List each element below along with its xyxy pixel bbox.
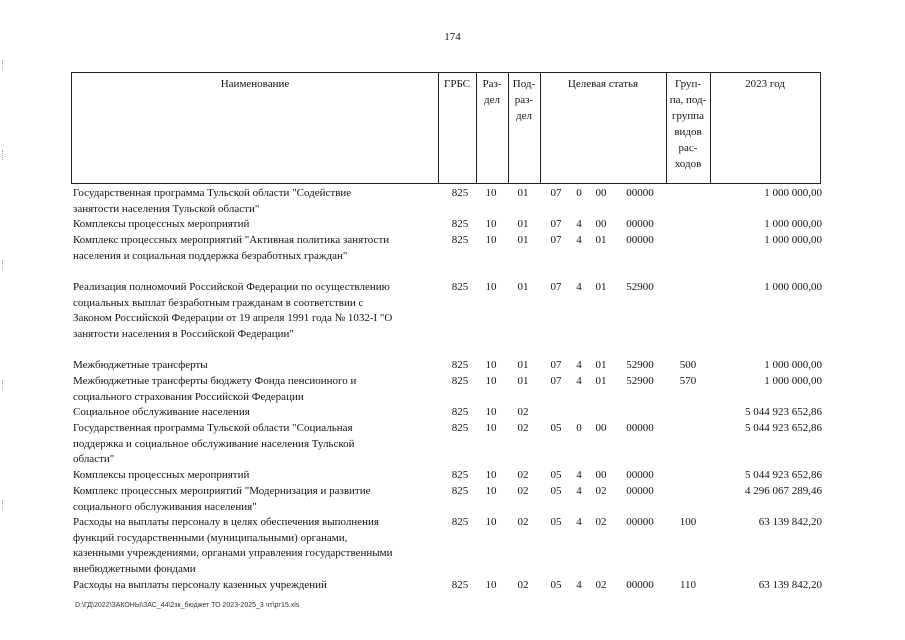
cell-amount-2023: 1 000 000,00 <box>764 218 822 230</box>
page-number: 174 <box>444 31 461 43</box>
margin-mark <box>2 380 5 390</box>
cell-target-program: 05 <box>550 469 562 481</box>
cell-grbs: 825 <box>451 406 469 418</box>
cell-podrazdel: 01 <box>517 234 529 246</box>
cell-target-sub: 01 <box>595 234 607 246</box>
cell-grbs: 825 <box>451 281 469 293</box>
header-razdel: Раз- дел <box>482 78 502 106</box>
cell-razdel: 10 <box>485 281 497 293</box>
cell-grbs: 825 <box>451 579 469 591</box>
cell-target-sub: 02 <box>595 579 607 591</box>
cell-grbs: 825 <box>451 234 469 246</box>
cell-target-program: 07 <box>550 359 562 371</box>
cell-grbs: 825 <box>451 375 469 387</box>
cell-expense-group: 570 <box>679 375 697 387</box>
cell-amount-2023: 5 044 923 652,86 <box>745 469 822 481</box>
cell-podrazdel: 01 <box>517 359 529 371</box>
cell-name: Межбюджетные трансферты бюджету Фонда пенсионного и социального страхования Российской Федерации <box>73 375 357 403</box>
cell-target-type: 4 <box>576 281 582 293</box>
cell-target-type: 4 <box>576 469 582 481</box>
cell-target-type: 4 <box>576 516 582 528</box>
cell-podrazdel: 02 <box>517 579 529 591</box>
cell-target-sub: 02 <box>595 485 607 497</box>
cell-expense-group: 100 <box>679 516 697 528</box>
cell-target-direction: 00000 <box>626 469 654 481</box>
cell-target-sub: 00 <box>595 187 607 199</box>
cell-target-program: 05 <box>550 485 562 497</box>
cell-razdel: 10 <box>485 218 497 230</box>
cell-razdel: 10 <box>485 187 497 199</box>
cell-target-direction: 00000 <box>626 485 654 497</box>
cell-razdel: 10 <box>485 234 497 246</box>
cell-name: Комплекс процессных мероприятий "Модернизация и развитие социального обслуживания населения" <box>73 485 371 513</box>
cell-podrazdel: 01 <box>517 187 529 199</box>
table-header <box>71 72 821 184</box>
cell-grbs: 825 <box>451 359 469 371</box>
cell-amount-2023: 63 139 842,20 <box>758 579 822 591</box>
cell-podrazdel: 02 <box>517 469 529 481</box>
cell-target-program: 07 <box>550 218 562 230</box>
cell-name: Комплексы процессных мероприятий <box>73 469 250 481</box>
cell-podrazdel: 01 <box>517 218 529 230</box>
cell-name: Межбюджетные трансферты <box>73 359 208 371</box>
cell-podrazdel: 02 <box>517 422 529 434</box>
header-podrazdel: Под- раз- дел <box>512 78 536 122</box>
cell-razdel: 10 <box>485 406 497 418</box>
margin-mark <box>2 260 5 270</box>
cell-razdel: 10 <box>485 422 497 434</box>
cell-target-program: 07 <box>550 281 562 293</box>
cell-target-sub: 01 <box>595 375 607 387</box>
cell-target-program: 05 <box>550 579 562 591</box>
cell-target-type: 4 <box>576 375 582 387</box>
cell-target-program: 07 <box>550 234 562 246</box>
cell-razdel: 10 <box>485 375 497 387</box>
cell-razdel: 10 <box>485 359 497 371</box>
cell-grbs: 825 <box>451 469 469 481</box>
cell-razdel: 10 <box>485 579 497 591</box>
cell-target-type: 0 <box>576 422 582 434</box>
cell-name: Государственная программа Тульской области "Социальная поддержка и социальное обслуживание населения Тульской области" <box>73 422 355 465</box>
margin-mark <box>2 60 5 70</box>
cell-target-type: 4 <box>576 485 582 497</box>
cell-target-program: 05 <box>550 516 562 528</box>
cell-podrazdel: 02 <box>517 406 529 418</box>
header-year: 2023 год <box>745 78 785 90</box>
cell-target-direction: 00000 <box>626 234 654 246</box>
cell-razdel: 10 <box>485 469 497 481</box>
cell-target-direction: 00000 <box>626 187 654 199</box>
cell-expense-group: 110 <box>679 579 697 591</box>
cell-podrazdel: 01 <box>517 281 529 293</box>
cell-target-sub: 00 <box>595 469 607 481</box>
cell-target-direction: 52900 <box>626 281 654 293</box>
cell-razdel: 10 <box>485 485 497 497</box>
cell-razdel: 10 <box>485 516 497 528</box>
cell-target-sub: 01 <box>595 359 607 371</box>
cell-podrazdel: 02 <box>517 516 529 528</box>
footer-file-path: D:\ГД\2022\ЗАКОНЫ\ЗАС_44\2зк_бюджет ТО 2023-2025_3 чт\рг15.xls <box>75 602 300 609</box>
cell-target-direction: 00000 <box>626 218 654 230</box>
header-group: Груп- па, под- группа видов рас- ходов <box>669 78 707 170</box>
cell-amount-2023: 5 044 923 652,86 <box>745 406 822 418</box>
cell-grbs: 825 <box>451 516 469 528</box>
cell-amount-2023: 5 044 923 652,86 <box>745 422 822 434</box>
cell-amount-2023: 4 296 067 289,46 <box>745 485 822 497</box>
cell-name: Расходы на выплаты персоналу в целях обеспечения выполнения функций государственными (муниципальными) органами, казенными учреждениями, органами управления государственными внебюджетными фондами <box>73 516 393 575</box>
cell-target-sub: 00 <box>595 218 607 230</box>
cell-target-direction: 00000 <box>626 579 654 591</box>
cell-expense-group: 500 <box>679 359 697 371</box>
cell-name: Социальное обслуживание населения <box>73 406 250 418</box>
cell-amount-2023: 1 000 000,00 <box>764 375 822 387</box>
cell-grbs: 825 <box>451 218 469 230</box>
cell-target-program: 05 <box>550 422 562 434</box>
cell-podrazdel: 02 <box>517 485 529 497</box>
margin-mark <box>2 500 5 510</box>
cell-amount-2023: 63 139 842,20 <box>758 516 822 528</box>
cell-target-type: 4 <box>576 579 582 591</box>
cell-target-type: 4 <box>576 359 582 371</box>
cell-target-type: 4 <box>576 218 582 230</box>
margin-mark <box>2 150 5 160</box>
header-grbs: ГРБС <box>443 78 471 90</box>
cell-grbs: 825 <box>451 422 469 434</box>
cell-name: Комплексы процессных мероприятий <box>73 218 250 230</box>
cell-grbs: 825 <box>451 485 469 497</box>
cell-target-program: 07 <box>550 187 562 199</box>
cell-name: Расходы на выплаты персоналу казенных учреждений <box>73 579 327 591</box>
cell-target-direction: 00000 <box>626 422 654 434</box>
cell-amount-2023: 1 000 000,00 <box>764 187 822 199</box>
cell-name: Реализация полномочий Российской Федерации по осуществлению социальных выплат безработным гражданам в соответствии с Законом Российской Федерации от 19 апреля 1991 года № 1032-I "О занятости населения в Российской Федерации" <box>73 281 393 340</box>
cell-name: Комплекс процессных мероприятий "Активная политика занятости населения и социальная поддержка безработных граждан" <box>73 234 390 262</box>
cell-target-sub: 02 <box>595 516 607 528</box>
cell-target-direction: 52900 <box>626 359 654 371</box>
cell-podrazdel: 01 <box>517 375 529 387</box>
cell-target-sub: 01 <box>595 281 607 293</box>
cell-amount-2023: 1 000 000,00 <box>764 234 822 246</box>
cell-target-type: 0 <box>576 187 582 199</box>
cell-amount-2023: 1 000 000,00 <box>764 281 822 293</box>
cell-target-program: 07 <box>550 375 562 387</box>
cell-amount-2023: 1 000 000,00 <box>764 359 822 371</box>
header-name: Наименование <box>220 78 290 90</box>
cell-target-type: 4 <box>576 234 582 246</box>
cell-target-direction: 52900 <box>626 375 654 387</box>
cell-target-sub: 00 <box>595 422 607 434</box>
header-target: Целевая статья <box>567 78 639 90</box>
cell-name: Государственная программа Тульской области "Содействие занятости населения Тульской области" <box>73 187 352 215</box>
cell-target-direction: 00000 <box>626 516 654 528</box>
cell-grbs: 825 <box>451 187 469 199</box>
